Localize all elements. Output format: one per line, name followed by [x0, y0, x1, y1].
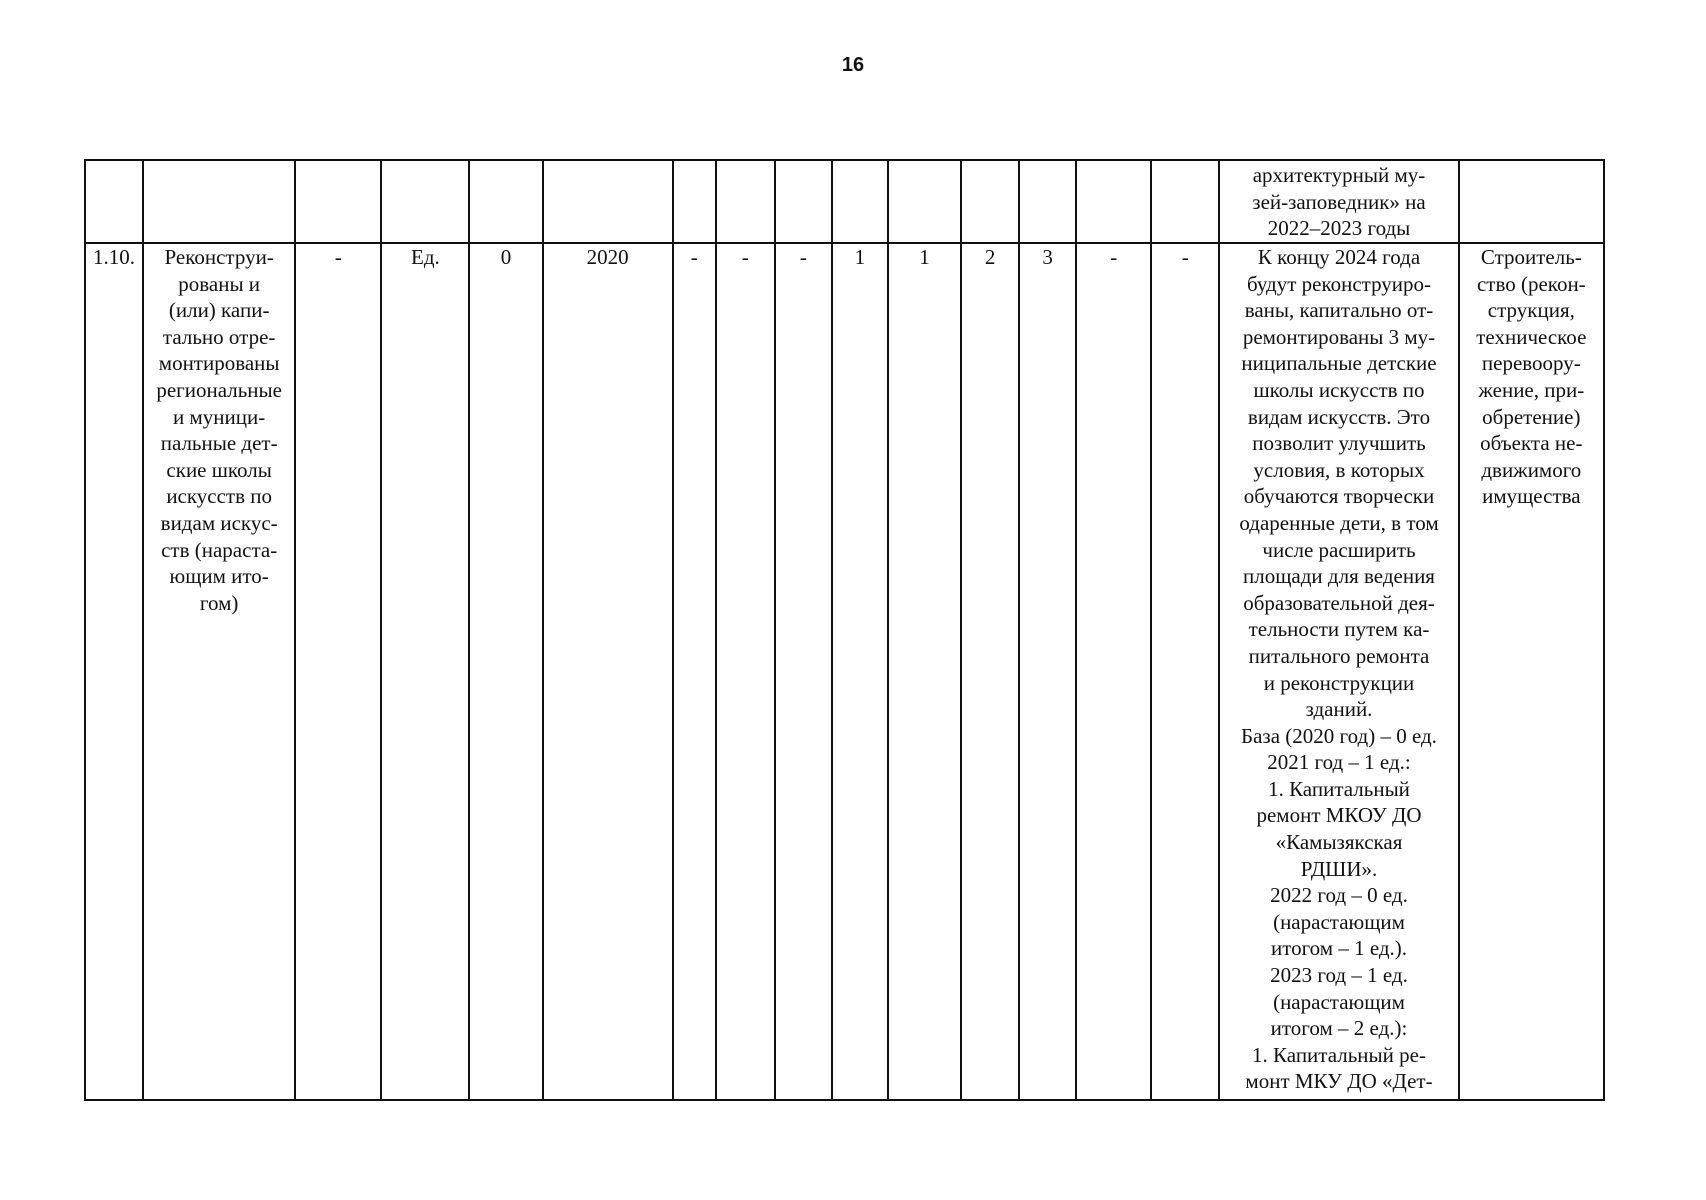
cont-cell-1: [85, 160, 143, 243]
cell-col7: -: [673, 243, 716, 1100]
cont-cell-10: [832, 160, 888, 243]
document-table: [84, 159, 1605, 1101]
unit-cell: Ед.: [381, 243, 469, 1100]
cont-cell-5: [469, 160, 542, 243]
cell-col13: 3: [1019, 243, 1076, 1100]
cell-col9: -: [775, 243, 832, 1100]
cell-col14: -: [1076, 243, 1151, 1100]
cont-cell-14: [1076, 160, 1151, 243]
base-value-cell: 0: [469, 243, 542, 1100]
cont-cell-13: [1019, 160, 1076, 243]
indicator-name: Реконструи- рованы и (или) капи- тально отре- монтированы региональные и муници- пальные дет- ские школы искусств по видам искус- ств (нараста- ющим ито- гом): [143, 243, 295, 1100]
cell-col10: 1: [832, 243, 888, 1100]
cont-cell-12: [961, 160, 1019, 243]
cont-cell-3: [295, 160, 381, 243]
object-type: Строитель- ство (рекон- струкция, техническое перевоору- жение, при- обретение) объекта не- движимого имущества: [1459, 243, 1604, 1100]
cell-col12: 2: [961, 243, 1019, 1100]
cell-col15: -: [1151, 243, 1219, 1100]
cont-cell-7: [673, 160, 716, 243]
cont-cell-9: [775, 160, 832, 243]
row-number: 1.10.: [85, 243, 143, 1100]
cell-col8: -: [716, 243, 775, 1100]
cont-cell-2: [143, 160, 295, 243]
base-year-cell: 2020: [543, 243, 673, 1100]
cell-col3: -: [295, 243, 381, 1100]
table-row: [85, 243, 1604, 1100]
cont-result-text: архитектурный му- зей-заповедник» на 2022–2023 годы: [1219, 160, 1458, 243]
cont-cell-8: [716, 160, 775, 243]
cont-cell-4: [381, 160, 469, 243]
result-description: К концу 2024 года будут реконструиро- ваны, капитально от- ремонтированы 3 му- ниципальные детские школы искусств по видам искусств. Это позволит улучшить условия, в которых обучаются творчески одаренные дети, в том числе расширить площади для ведения образовательной дея- тельности путем ка- питального ремонта и реконструкции зданий. База (2020 год) – 0 ед. 2021 год – 1 ед.: 1. Капитальный ремонт МКОУ ДО «Камызякская РДШИ». 2022 год – 0 ед. (нарастающим итогом – 1 ед.). 2023 год – 1 ед. (нарастающим итогом – 2 ед.): 1. Капитальный ре- монт МКУ ДО «Дет-: [1219, 243, 1458, 1100]
continuation-row: [85, 160, 1604, 243]
cont-cell-15: [1151, 160, 1219, 243]
cell-col11: 1: [888, 243, 961, 1100]
cont-cell-11: [888, 160, 961, 243]
cont-cell-17: [1459, 160, 1604, 243]
cont-cell-6: [543, 160, 673, 243]
page-number: 16: [841, 54, 865, 76]
